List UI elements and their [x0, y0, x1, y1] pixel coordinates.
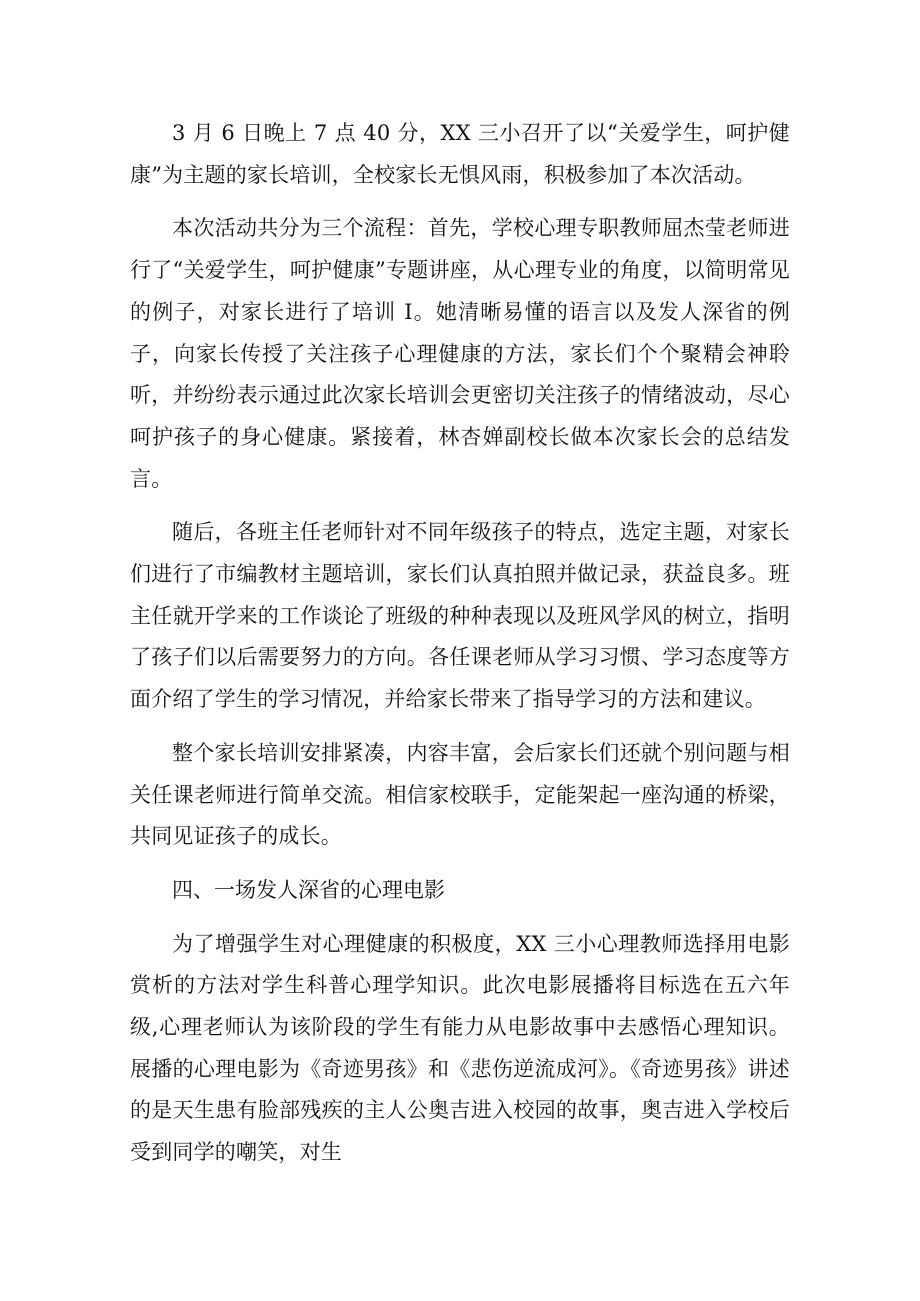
paragraph-event-intro: 3 月 6 日晚上 7 点 40 分，XX 三小召开了以“关爱学生，呵护健康”为主题的家长培训，全校家长无惧风雨，积极参加了本次活动。: [130, 121, 790, 187]
paragraph-gap: [130, 858, 790, 870]
paragraph-gap: [130, 196, 790, 208]
paragraph-gap: [130, 912, 790, 924]
paragraph-gap: [130, 721, 790, 733]
section-heading: 四、一场发人深省的心理电影: [172, 877, 445, 902]
document-body: [130, 113, 790, 1174]
paragraph-summary: 整个家长培训安排紧凑，内容丰富，会后家长们还就个别问题与相关任课老师进行简单交流。相信家校联手，定能架起一座沟通的桥梁，共同见证孩子的成长。: [130, 740, 790, 849]
paragraph-class-training: 随后，各班主任老师针对不同年级孩子的特点，选定主题，对家长们进行了市编教材主题培训，家长们认真拍照并做记录，获益良多。班主任就开学来的工作谈论了班级的种种表现以及班风学风的树立，指明了孩子们以后需要努力的方向。各任课老师从学习习惯、学习态度等方面介绍了学生的学习情况，并给家长带来了指导学习的方法和建议。: [130, 520, 790, 712]
paragraph-gap: [130, 500, 790, 512]
paragraph-process: 本次活动共分为三个流程：首先，学校心理专职教师屈杰莹老师进行了“关爱学生，呵护健康”专题讲座，从心理专业的角度，以简明常见的例子，对家长进行了培训 I。她清晰易懂的语言以及发人深省的例子，向家长传授了关注孩子心理健康的方法，家长们个个聚精会神聆听，并纷纷表示通过此次家长培训会更密切关注孩子的情绪波动，尽心呵护孩子的身心健康。紧接着，林杏婵副校长做本次家长会的总结发言。: [130, 216, 790, 491]
paragraph-movie: 为了增强学生对心理健康的积极度，XX 三小心理教师选择用电影赏析的方法对学生科普心理学知识。此次电影展播将目标选在五六年级,心理老师认为该阶段的学生有能力从电影故事中去感悟心理知识。展播的心理电影为《奇迹男孩》和《悲伤逆流成河》。《奇迹男孩》讲述的是天生患有脸部残疾的主人公奥吉进入校园的故事，奥吉进入学校后受到同学的嘲笑，对生: [130, 931, 790, 1165]
